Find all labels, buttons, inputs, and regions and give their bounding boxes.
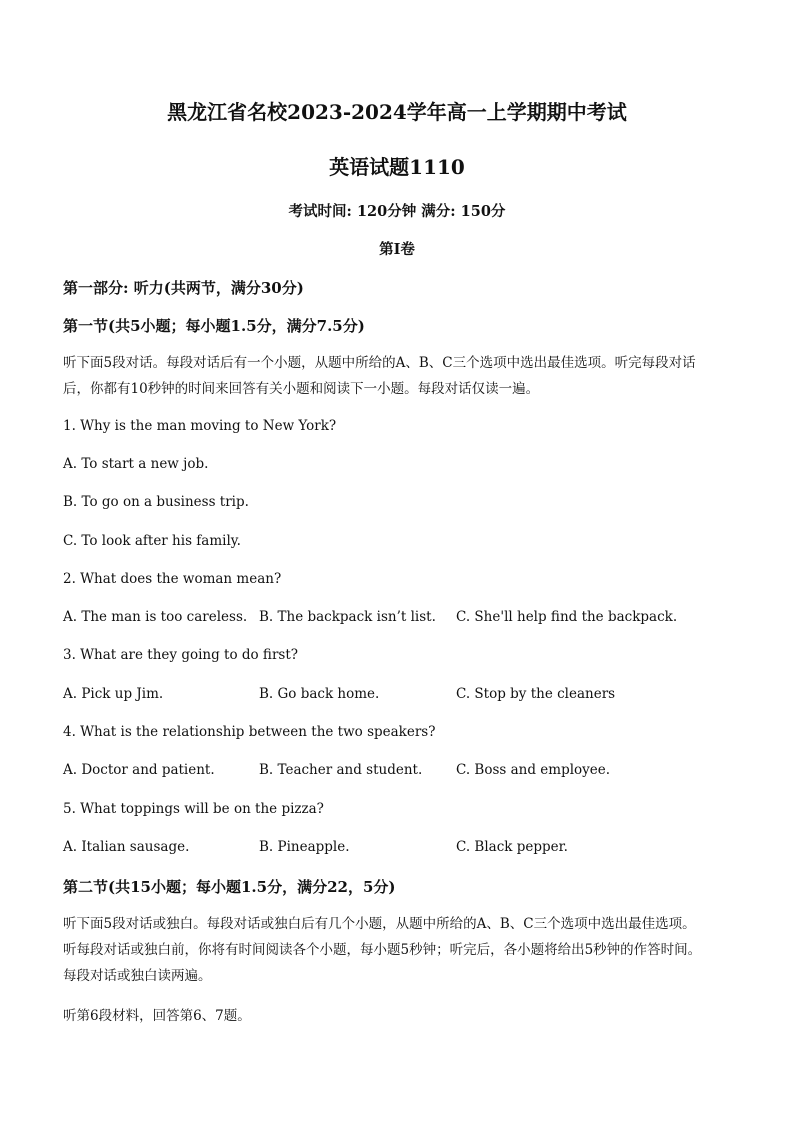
instructions-line: 听每段对话或独白前，你将有时间阅读各个小题，每小题5秒钟；听完后，各小题将给出5秒钟的作答时间。	[63, 942, 702, 958]
question-stem: 3. What are they going to do first?	[63, 647, 298, 663]
option-a: A. The man is too careless.	[63, 609, 248, 625]
option-a: A. Italian sausage.	[63, 839, 190, 855]
option-c: C. Stop by the cleaners	[456, 686, 616, 702]
question-stem: 2. What does the woman mean?	[63, 571, 282, 587]
option-b: B. Pineapple.	[259, 839, 350, 855]
option-b: B. The backpack isn’t list.	[259, 609, 436, 625]
part1-heading: 第一部分: 听力(共两节，满分30分)	[63, 279, 304, 297]
option-b: B. Go back home.	[259, 686, 380, 702]
exam-subtitle: 英语试题1110	[329, 155, 465, 179]
section1-heading: 第一节(共5小题；每小题1.5分，满分7.5分)	[63, 317, 365, 335]
option-c: C. She'll help find the backpack.	[456, 609, 678, 625]
question-stem: 1. Why is the man moving to New York?	[63, 418, 337, 434]
exam-title: 黑龙江省名校2023-2024学年高一上学期期中考试	[167, 100, 627, 124]
question-stem: 5. What toppings will be on the pizza?	[63, 801, 324, 817]
option-a: A. To start a new job.	[63, 456, 209, 472]
section2-heading: 第二节(共15小题；每小题1.5分，满分22，5分)	[63, 878, 396, 896]
section1-instructions	[63, 350, 743, 402]
option-c: C. To look after his family.	[63, 533, 241, 549]
instructions-line: 听下面5段对话。每段对话后有一个小题，从题中所给的A、B、C三个选项中选出最佳选项。听完每段对话	[63, 355, 696, 371]
option-a: A. Doctor and patient.	[63, 762, 215, 778]
material-note: 听第6段材料，回答第6、7题。	[63, 1008, 251, 1024]
option-c: C. Boss and employee.	[456, 762, 611, 778]
section2-instructions	[63, 911, 743, 989]
question-stem: 4. What is the relationship between the two speakers?	[63, 724, 436, 740]
option-b: B. To go on a business trip.	[63, 494, 249, 510]
volume-label: 第I卷	[379, 241, 415, 258]
option-b: B. Teacher and student.	[259, 762, 423, 778]
exam-info: 考试时间: 120分钟 满分: 150分	[288, 203, 506, 220]
instructions-line: 听下面5段对话或独白。每段对话或独白后有几个小题，从题中所给的A、B、C三个选项中选出最佳选项。	[63, 916, 696, 932]
option-c: C. Black pepper.	[456, 839, 568, 855]
instructions-line: 每段对话或独白读两遍。	[63, 968, 212, 984]
option-a: A. Pick up Jim.	[63, 686, 164, 702]
instructions-line: 后，你都有10秒钟的时间来回答有关小题和阅读下一小题。每段对话仅读一遍。	[63, 381, 540, 397]
